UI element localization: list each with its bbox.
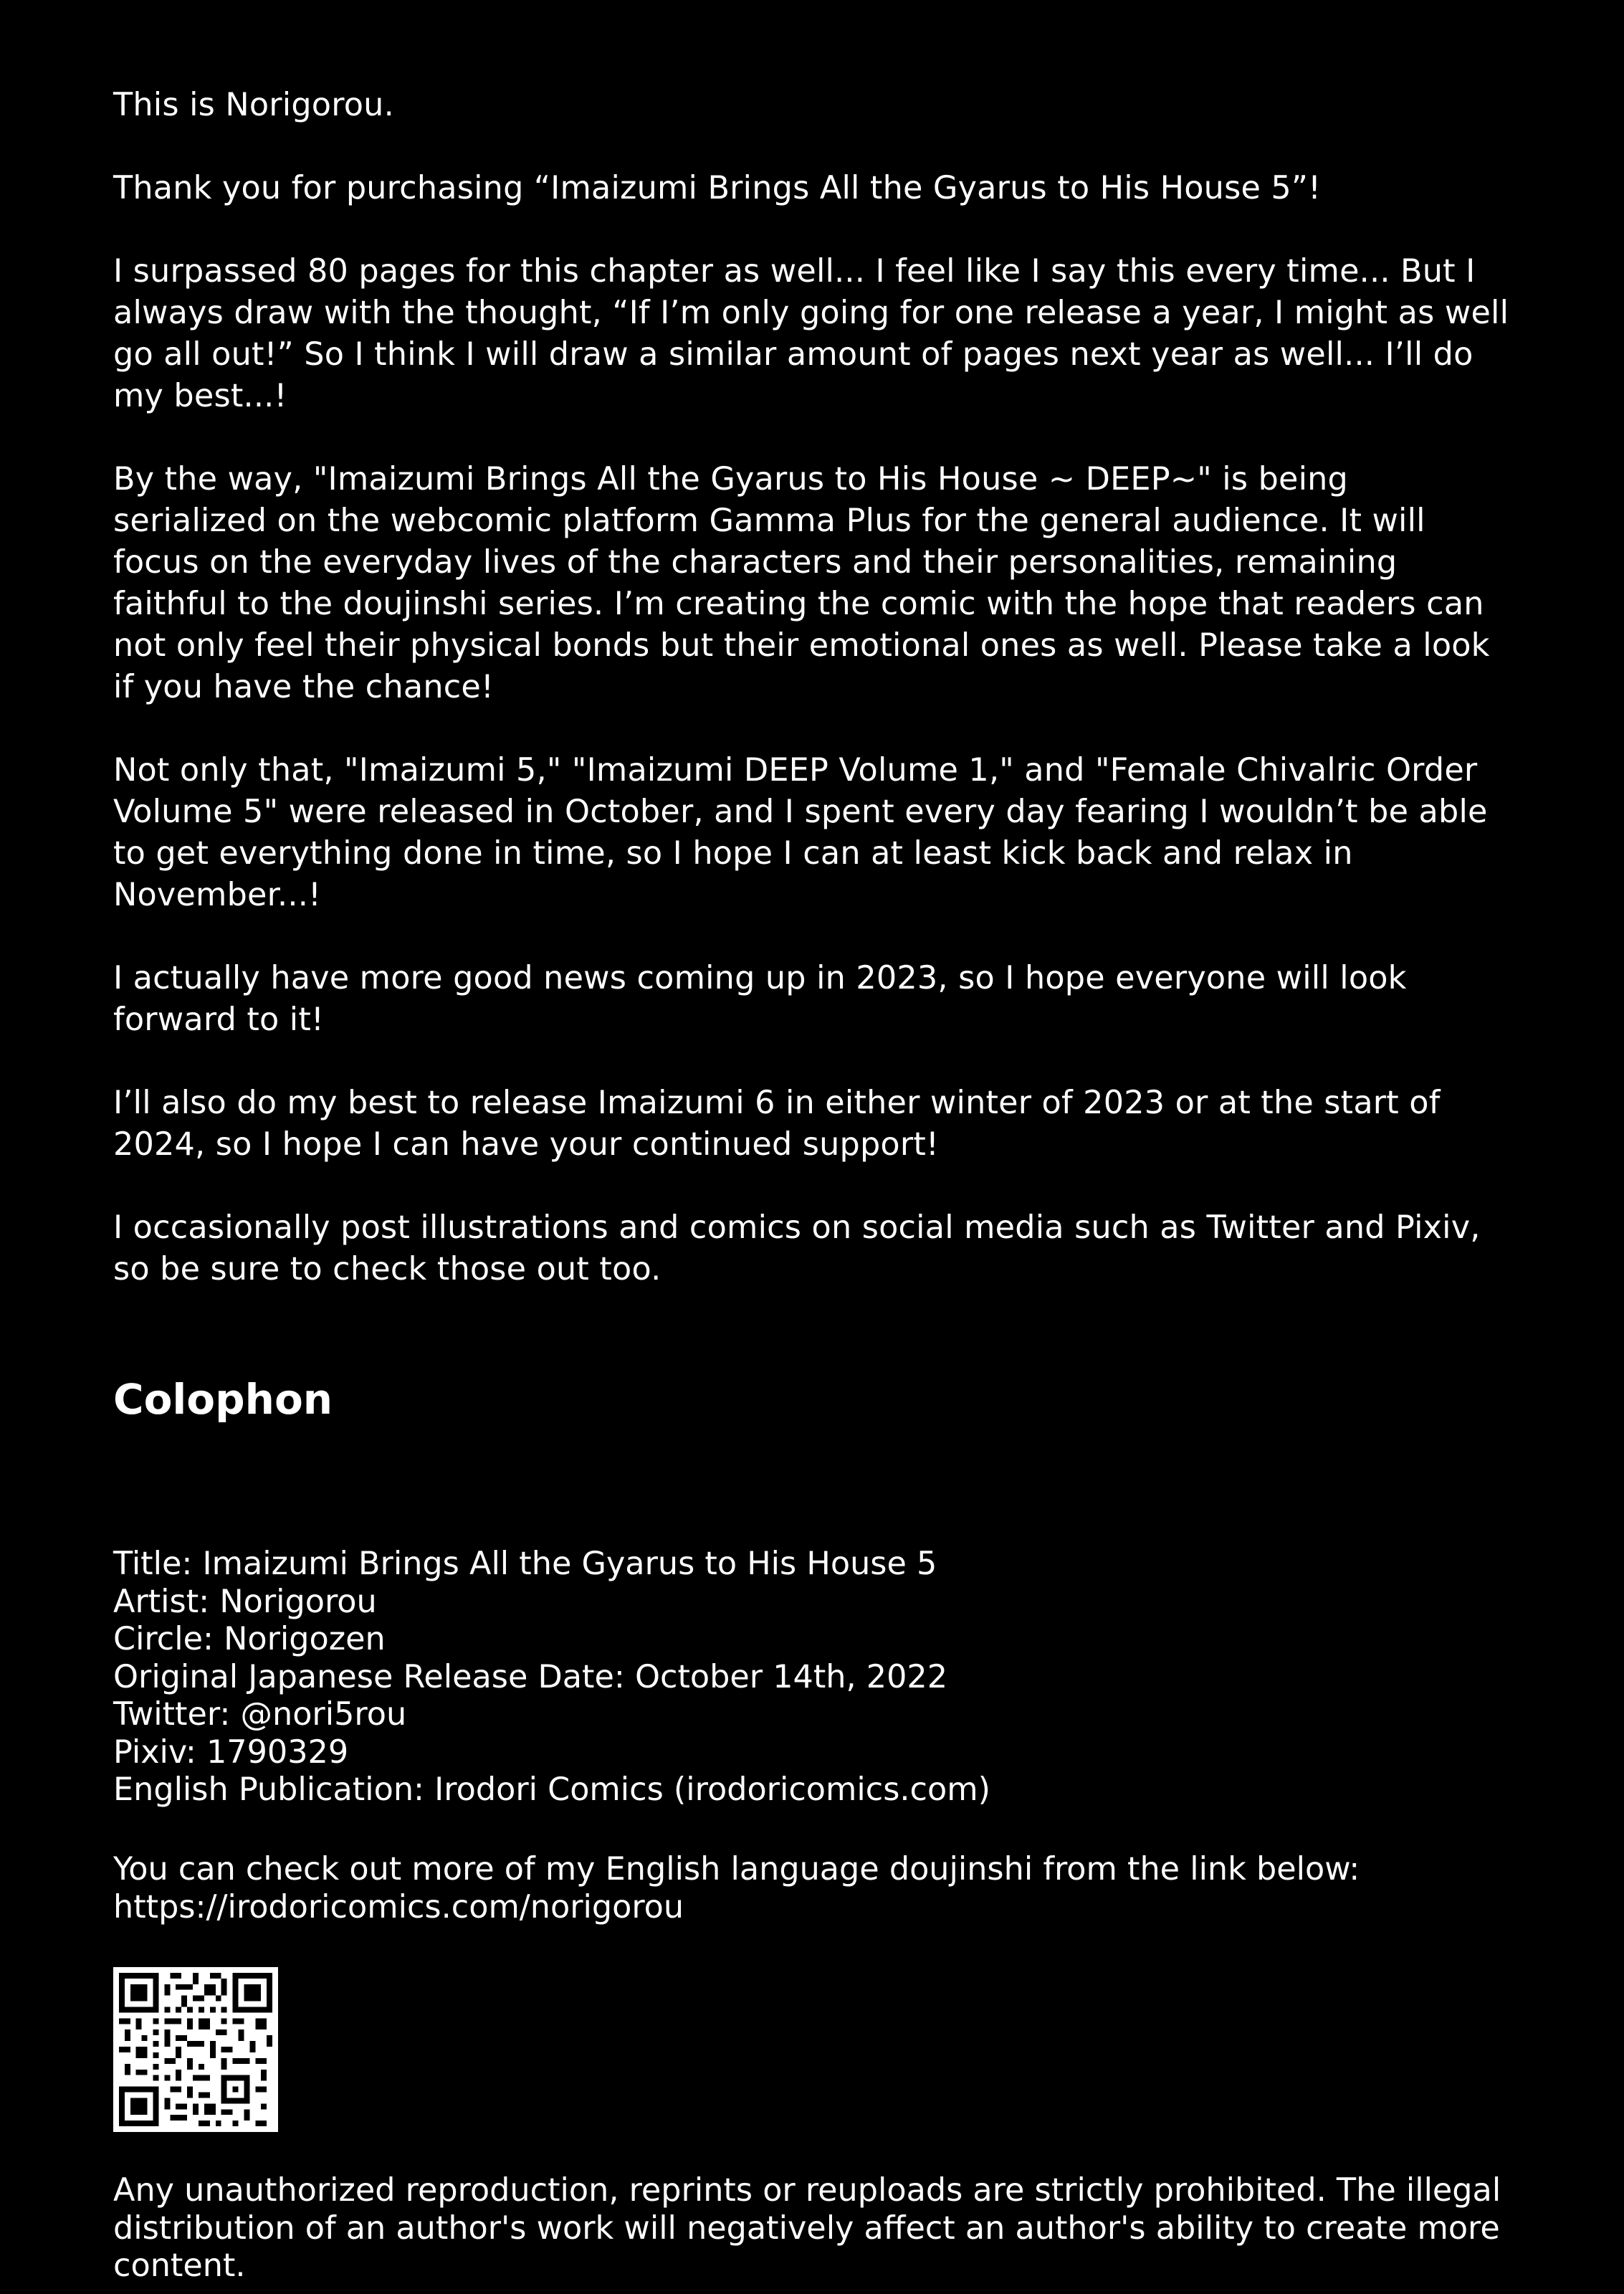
afterword-paragraph: By the way, "Imaizumi Brings All the Gyarus to His House ~ DEEP~" is being serialized on the webcomic platform Gamma Plus for the general audience. It will focus on the everyday lives of the characters and their personalities, remaining faithful to the doujinshi series. I’m creating the comic with the hope that readers can not only feel their physical bonds but their emotional ones as well. Please take a look if you have the chance!: [113, 461, 1490, 705]
author-link[interactable]: https://irodoricomics.com/norigorou: [113, 1888, 684, 1926]
afterword-paragraph: Thank you for purchasing “Imaizumi Brings All the Gyarus to His House 5”!: [113, 170, 1322, 206]
colophon-heading: Colophon: [113, 1375, 333, 1424]
afterword-paragraph: Not only that, "Imaizumi 5," "Imaizumi DEEP Volume 1," and "Female Chivalric Order Volume 5" were released in October, and I spent every day fearing I wouldn’t be able to get everything done in time, so I hope I can at least kick back and relax in November...!: [113, 752, 1488, 913]
afterword-paragraph: I actually have more good news coming up in 2023, so I hope everyone will look forward to it!: [113, 960, 1407, 1038]
afterword-paragraph: I surpassed 80 pages for this chapter as well... I feel like I say this every time... But I always draw with the thought, “If I’m only going for one release a year, I might as well go all out!” So I think I will draw a similar amount of pages next year as well... I’ll do my best...!: [113, 253, 1509, 414]
afterword-paragraph: I occasionally post illustrations and comics on social media such as Twitter and Pixiv, so be sure to check those out too.: [113, 1209, 1481, 1288]
qr-code-graphic: [113, 1967, 278, 2132]
colophon-pixiv: Pixiv: 1790329: [113, 1733, 349, 1771]
colophon-publisher: English Publication: Irodori Comics (irodoricomics.com): [113, 1771, 990, 1808]
more-doujinshi: [113, 1851, 1360, 1926]
afterword-page: [113, 85, 1511, 2284]
colophon-artist: Artist: Norigorou: [113, 1583, 377, 1620]
copyright-notice: Any unauthorized reproduction, reprints or reuploads are strictly prohibited. The illegal distribution of an author's work will negatively affect an author's ability to create more content.: [113, 2172, 1501, 2284]
colophon-twitter: Twitter: @nori5rou: [113, 1696, 407, 1733]
afterword-paragraph: I’ll also do my best to release Imaizumi 6 in either winter of 2023 or at the start of 2024, so I hope I can have your continued support!: [113, 1085, 1441, 1163]
more-doujinshi-text: You can check out more of my English language doujinshi from the link below:: [113, 1851, 1360, 1888]
qr-code-icon[interactable]: [113, 1967, 278, 2132]
colophon-details: [113, 1546, 990, 1809]
colophon-release-date: Original Japanese Release Date: October 14th, 2022: [113, 1658, 948, 1695]
afterword-body: [113, 85, 1511, 1290]
colophon-circle: Circle: Norigozen: [113, 1621, 386, 1657]
afterword-paragraph: This is Norigorou.: [113, 87, 394, 123]
colophon-title: Title: Imaizumi Brings All the Gyarus to His House 5: [113, 1546, 937, 1582]
